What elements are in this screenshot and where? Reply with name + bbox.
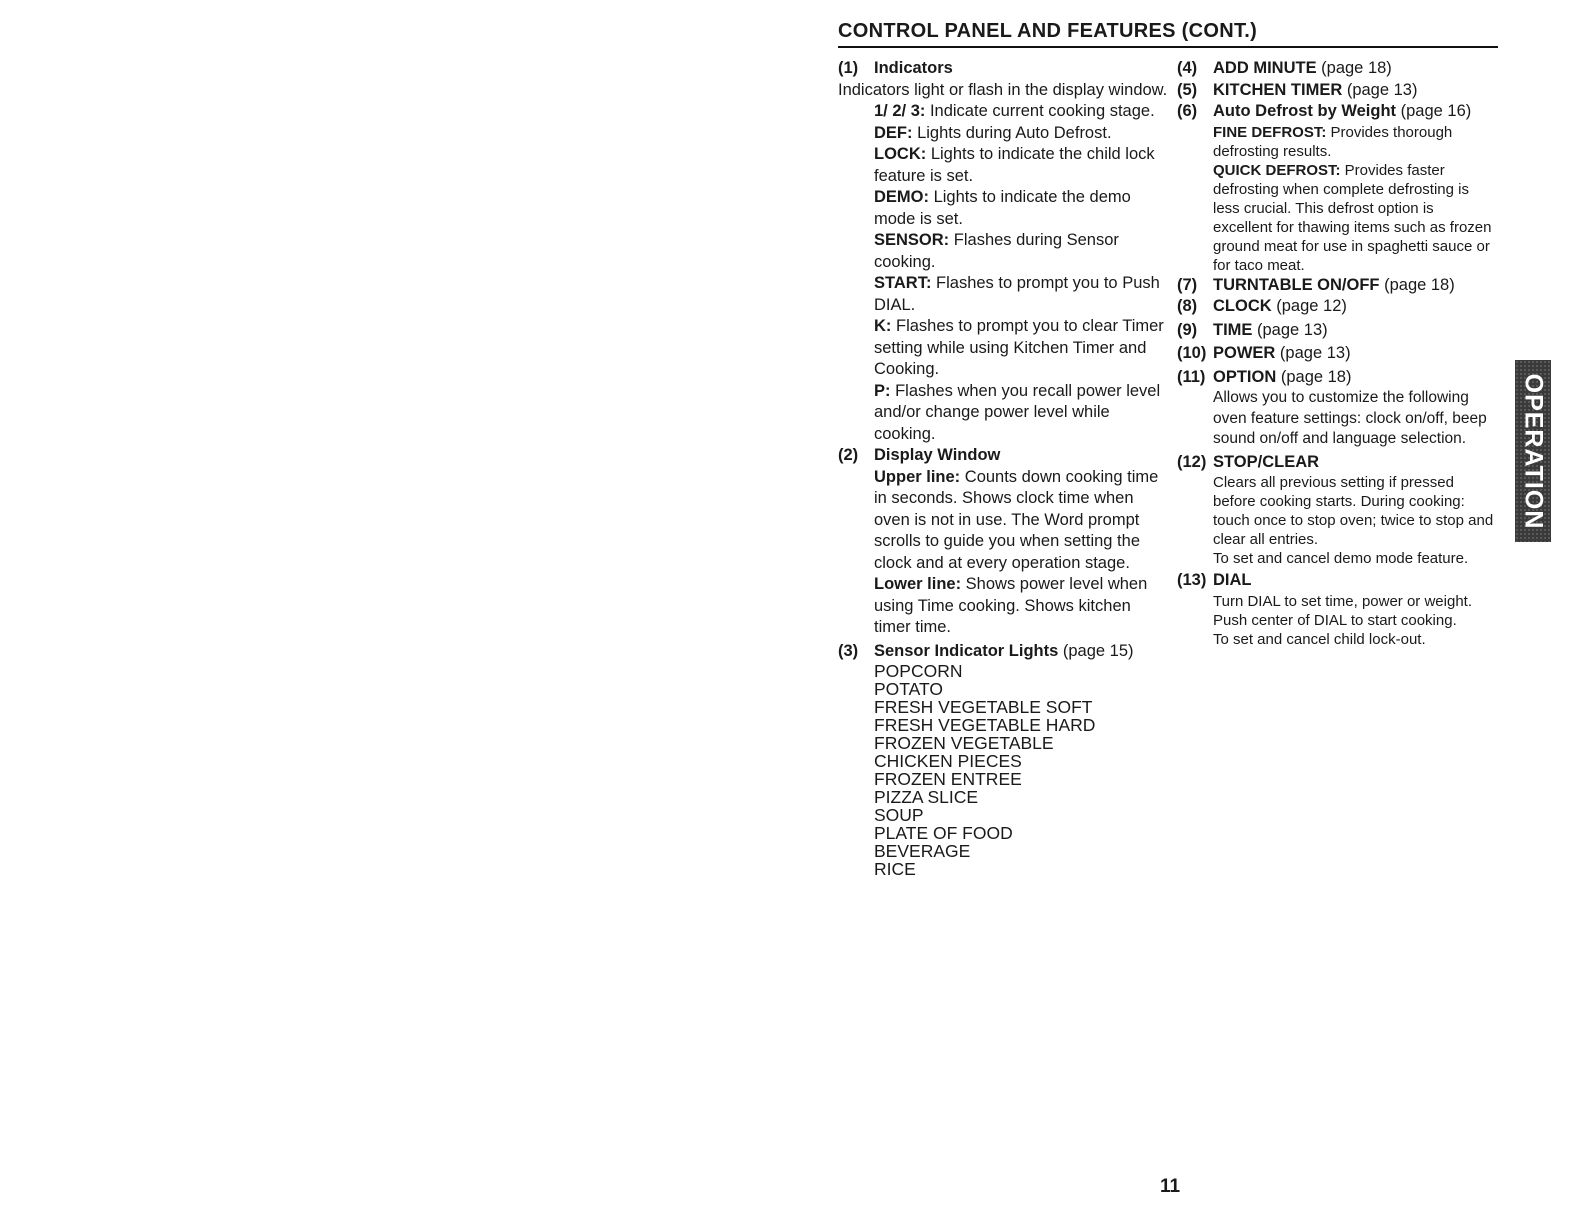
page-reference: (page 12) [1271,297,1347,315]
fine-defrost: FINE DEFROST: Provides thorough defrosting results. [1213,123,1453,160]
page-reference: (page 15) [1058,641,1134,660]
list-item: PLATE OF FOOD [874,823,1013,843]
stop-clear-description: Clears all previous setting if pressed before cooking starts. During cooking: touch once to stop oven; twice to stop and clear all entries. [1213,474,1494,548]
list-item: PIZZA SLICE [874,787,979,807]
section-turntable [1177,275,1497,297]
section-number: (2) [838,446,859,464]
section-heading: POWER [1213,344,1276,362]
section-number: (6) [1177,102,1198,120]
list-item: FRESH VEGETABLE HARD [874,715,1096,735]
indicator-1-2-3: 1/ 2/ 3: Indicate current cooking stage. [874,102,1155,120]
list-item: POTATO [874,679,944,699]
section-number: (9) [1177,320,1198,339]
title-divider [838,46,1498,48]
section-indicators [838,58,1168,445]
section-heading: KITCHEN TIMER [1213,80,1343,99]
section-number: (5) [1177,80,1198,99]
section-heading: ADD MINUTE [1213,59,1317,77]
section-number: (7) [1177,275,1198,294]
list-item: CHICKEN PIECES [874,751,1022,771]
indicator-k: K: Flashes to prompt you to clear Timer setting while using Kitchen Timer and Cooking. [874,317,1164,378]
page-reference: (page 18) [1316,59,1392,77]
section-heading: Auto Defrost by Weight [1213,102,1397,120]
operation-side-tab [1515,360,1551,542]
list-item: POPCORN [874,661,963,681]
right-column [1177,58,1497,649]
section-number: (8) [1177,297,1198,315]
page-number: 11 [1160,1176,1181,1197]
list-item: BEVERAGE [874,841,971,861]
page-reference: (page 18) [1379,275,1455,294]
section-number: (10) [1177,344,1207,362]
dial-turn: Turn DIAL to set time, power or weight. [1213,592,1472,610]
page-reference: (page 13) [1342,80,1418,99]
page-reference: (page 13) [1275,344,1351,362]
page-reference: (page 13) [1252,320,1328,339]
indicator-sensor: SENSOR: Flashes during Sensor cooking. [874,231,1119,271]
section-clock [1177,296,1497,318]
indicator-lock: LOCK: Lights to indicate the child lock feature is set. [874,145,1155,185]
list-item: RICE [874,859,916,879]
section-heading: TIME [1213,320,1253,339]
list-item: SOUP [874,805,924,825]
dial-push: Push center of DIAL to start cooking. [1213,611,1457,629]
section-option [1177,367,1497,450]
list-item: FROZEN ENTREE [874,769,1022,789]
display-upper-line: Upper line: Counts down cooking time in seconds. Shows clock time when oven is not in use. The Word prompt scrolls to guide you when setting the clock and at every operation stage. [874,467,1159,572]
section-heading: Indicators [874,59,953,77]
quick-defrost: QUICK DEFROST: Provides faster defrosting when complete defrosting is less crucial. This defrost option is excellent for thawing items such as frozen ground meat for use in spaghetti sauce or for taco meat. [1213,161,1492,274]
section-intro: Indicators light or flash in the display window. [838,80,1168,99]
section-number: (4) [1177,59,1198,77]
option-description: Allows you to customize the following oven feature settings: clock on/off, beep sound on/off and language selection. [1213,389,1487,447]
left-column [838,58,1168,878]
section-power [1177,343,1497,365]
section-number: (13) [1177,571,1207,589]
section-sensor-lights [838,641,1168,879]
stop-clear-demo: To set and cancel demo mode feature. [1213,550,1469,567]
section-display-window [838,445,1168,639]
page-title: CONTROL PANEL AND FEATURES (CONT.) [838,20,1258,42]
list-item: FROZEN VEGETABLE [874,733,1054,753]
section-heading: TURNTABLE ON/OFF [1213,275,1380,294]
section-kitchen-timer [1177,80,1497,102]
page-reference: (page 16) [1396,102,1472,120]
sensor-list [874,662,1168,878]
indicator-def: DEF: Lights during Auto Defrost. [874,123,1112,142]
section-number: (12) [1177,452,1207,471]
section-number: (3) [838,641,859,660]
indicator-demo: DEMO: Lights to indicate the demo mode is set. [874,188,1131,228]
section-heading: STOP/CLEAR [1213,452,1320,471]
side-tab-label: OPERATION [1519,373,1548,529]
display-lower-line: Lower line: Shows power level when using Time cooking. Shows kitchen timer time. [874,575,1148,636]
page-reference: (page 18) [1276,367,1352,386]
section-heading: Sensor Indicator Lights [874,641,1059,660]
section-auto-defrost [1177,101,1497,275]
section-number: (1) [838,59,859,77]
indicator-start: START: Flashes to prompt you to Push DIAL. [874,274,1160,314]
section-heading: OPTION [1213,367,1277,386]
section-time [1177,320,1497,342]
section-number: (11) [1177,367,1206,386]
section-heading: CLOCK [1213,297,1272,315]
section-stop-clear [1177,452,1497,569]
section-heading: Display Window [874,446,1001,464]
dial-child-lock: To set and cancel child lock-out. [1213,630,1426,648]
section-add-minute [1177,58,1497,80]
section-heading: DIAL [1213,571,1252,589]
indicator-p: P: Flashes when you recall power level and/or change power level while cooking. [874,381,1161,443]
section-dial [1177,570,1497,649]
list-item: FRESH VEGETABLE SOFT [874,697,1093,717]
